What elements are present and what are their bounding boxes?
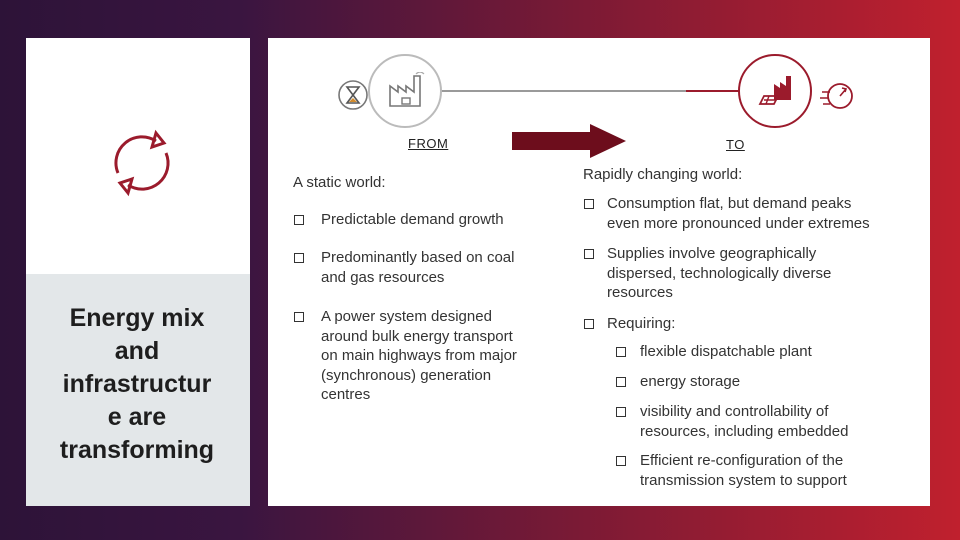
to-bullet-text: Requiring: <box>607 315 676 332</box>
from-bullet-text: Predominantly based on coal and gas resources <box>321 249 515 286</box>
checkbox-bullet-icon <box>616 377 626 387</box>
to-bullet-text: Consumption flat, but demand peaks even more pronounced under extremes <box>607 195 870 232</box>
checkbox-bullet-icon <box>584 319 594 329</box>
title-line: and <box>114 337 160 365</box>
requiring-bullet-text: visibility and controllability of resources, including embedded <box>640 403 849 440</box>
checkbox-bullet-icon <box>584 249 594 259</box>
checkbox-bullet-icon <box>616 456 626 466</box>
checkbox-bullet-icon <box>294 253 304 263</box>
hourglass-icon <box>336 78 370 112</box>
checkbox-bullet-icon <box>294 215 304 225</box>
to-header: TO <box>726 137 745 152</box>
checkbox-bullet-icon <box>584 199 594 209</box>
left-panel <box>26 38 250 506</box>
from-bullet-text: Predictable demand growth <box>321 211 504 228</box>
slide-title <box>44 302 230 467</box>
checkbox-bullet-icon <box>616 347 626 357</box>
requiring-bullet-text: flexible dispatchable plant <box>640 343 812 360</box>
cycle-arrows-icon <box>104 125 180 201</box>
transition-arrow-icon <box>512 124 626 158</box>
from-intro: A static world: <box>293 174 386 191</box>
solar-panel-icon <box>756 70 798 112</box>
requiring-bullet-text: energy storage <box>640 373 741 390</box>
requiring-bullet-text: Efficient re-configuration of the transmission system to support <box>640 452 847 489</box>
from-header: FROM <box>408 136 449 151</box>
to-bullet-text: Supplies involve geographically dispersed, technologically diverse resources <box>607 245 832 301</box>
factory-icon <box>386 72 426 110</box>
checkbox-bullet-icon <box>294 312 304 322</box>
main-panel <box>268 38 930 506</box>
to-intro: Rapidly changing world: <box>583 166 743 183</box>
title-line: Energy mix <box>69 304 205 332</box>
clock-arrow-icon <box>820 78 856 112</box>
title-line: e are <box>107 403 167 431</box>
title-line: transforming <box>59 436 215 464</box>
from-bullet-text: A power system designed around bulk energy transport on main highways from major (synchronous) generation centres <box>321 308 517 403</box>
title-line: infrastructur <box>62 370 212 398</box>
checkbox-bullet-icon <box>616 407 626 417</box>
